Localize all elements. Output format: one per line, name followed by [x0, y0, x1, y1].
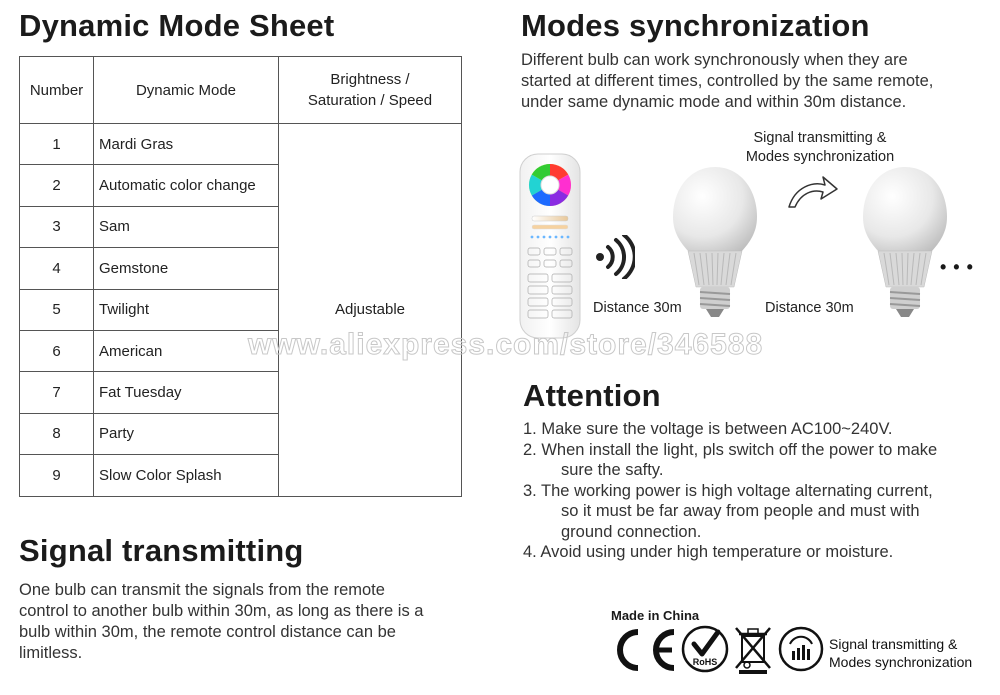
row-number: 3 [20, 206, 94, 247]
ce-mark-icon [608, 628, 680, 672]
attention-item [523, 542, 993, 563]
attention-item-text: so it must be far away from people and must with [561, 502, 920, 520]
row-mode: Party [94, 413, 279, 454]
signal-sync-badge-icon [776, 624, 826, 674]
diagram-caption [720, 129, 920, 167]
table-row [20, 124, 462, 165]
cert-signal-label-line1: Signal transmitting & [829, 636, 958, 652]
attention-item-text: 3. The working power is high voltage alternating current, [523, 481, 933, 500]
modes-sync-title: Modes synchronization [521, 8, 870, 43]
attention-item-text: sure the safty. [561, 461, 664, 479]
attention-item [523, 419, 993, 440]
row-mode: Fat Tuesday [94, 372, 279, 413]
row-number: 1 [20, 124, 94, 165]
header-number: Number [20, 57, 94, 124]
attention-item-text: 2. When install the light, pls switch off the power to make [523, 440, 938, 459]
signal-waves-icon [595, 235, 635, 279]
attention-item [523, 440, 993, 481]
attention-item-text: 4. Avoid using under high temperature or moisture. [523, 543, 894, 561]
header-brightness-line1: Brightness / [330, 71, 410, 88]
led-bulb-2-icon [860, 165, 950, 320]
distance-label-1: Distance 30m [593, 300, 682, 316]
header-brightness-line2: Saturation / Speed [307, 92, 433, 109]
row-number: 5 [20, 289, 94, 330]
row-mode: American [94, 330, 279, 371]
curved-arrow-icon [785, 173, 840, 213]
table-header-row [20, 57, 462, 124]
attention-item-text: ground connection. [561, 522, 702, 541]
row-number: 7 [20, 372, 94, 413]
header-dynamic-mode: Dynamic Mode [94, 57, 279, 124]
sync-line: under same dynamic mode and within 30m distance. [521, 93, 907, 111]
attention-title: Attention [523, 378, 661, 413]
row-mode: Automatic color change [94, 165, 279, 206]
cert-signal-label [829, 635, 972, 671]
sync-line: Different bulb can work synchronously when they are [521, 51, 908, 69]
row-number: 4 [20, 248, 94, 289]
row-number: 9 [20, 455, 94, 496]
sync-diagram [515, 125, 995, 340]
adjustable-cell: Adjustable [279, 124, 462, 497]
row-number: 6 [20, 330, 94, 371]
row-mode: Gemstone [94, 248, 279, 289]
row-mode: Twilight [94, 289, 279, 330]
led-bulb-1-icon [670, 165, 760, 320]
rohs-icon [680, 624, 730, 674]
row-number: 8 [20, 413, 94, 454]
dynamic-mode-table [19, 56, 462, 497]
row-mode: Slow Color Splash [94, 455, 279, 496]
distance-label-2: Distance 30m [765, 300, 854, 316]
sync-line: started at different times, controlled by the same remote, [521, 72, 934, 90]
row-number: 2 [20, 165, 94, 206]
signal-transmitting-title: Signal transmitting [19, 533, 304, 568]
signal-transmitting-text [19, 580, 469, 664]
attention-item-text: 1. Make sure the voltage is between AC100~240V. [523, 420, 893, 438]
signal-line: control to another bulb within 30m, as long as there is a [19, 602, 424, 620]
dynamic-mode-title: Dynamic Mode Sheet [19, 8, 335, 43]
signal-line: bulb within 30m, the remote control distance can be [19, 623, 396, 641]
diagram-caption-line2: Modes synchronization [745, 149, 895, 165]
continuation-dots: • • • [940, 257, 974, 277]
remote-control-icon [518, 152, 582, 340]
signal-line: One bulb can transmit the signals from the remote [19, 581, 385, 599]
modes-sync-text [521, 50, 991, 113]
attention-list [523, 419, 993, 563]
attention-item [523, 481, 993, 543]
diagram-caption-line1: Signal transmitting & [753, 130, 887, 146]
row-mode: Mardi Gras [94, 124, 279, 165]
header-brightness [279, 57, 462, 124]
weee-bin-icon [733, 624, 773, 674]
watermark: www.aliexpress.com/store/346588 [248, 328, 764, 361]
row-mode: Sam [94, 206, 279, 247]
rohs-label: RoHS [692, 657, 718, 667]
cert-signal-label-line2: Modes synchronization [829, 654, 973, 670]
signal-line: limitless. [19, 644, 83, 662]
made-in-china: Made in China [611, 608, 700, 623]
